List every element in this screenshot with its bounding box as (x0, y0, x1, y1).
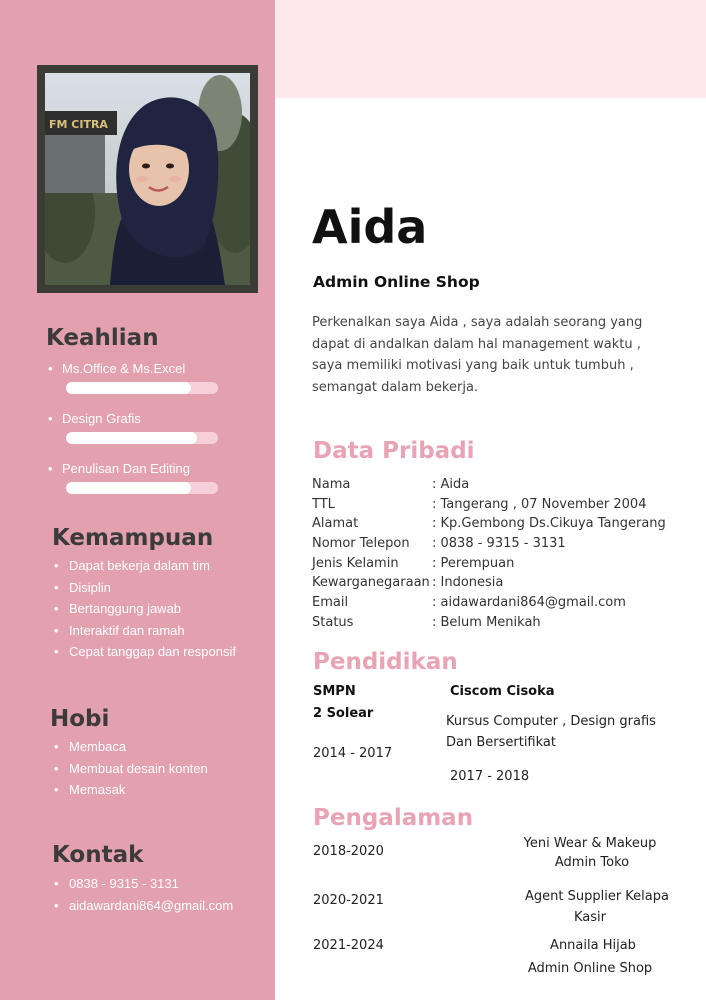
info-value: : aidawardani864@gmail.com (432, 595, 626, 611)
profile-about: Perkenalkan saya Aida , saya adalah seorang yang dapat di andalkan dalam hal management waktu , saya memiliki motivasi yang baik untuk tumbuh , semangat dalam bekerja. (312, 315, 643, 395)
profile-role: Admin Online Shop (313, 273, 480, 291)
school2-desc-line2: Dan Bersertifikat (446, 735, 556, 750)
info-value: : Tangerang , 07 November 2004 (432, 496, 647, 512)
hobi-list (54, 736, 208, 801)
skill-item (48, 461, 278, 476)
info-value: : Indonesia (432, 575, 504, 591)
info-key: Email (312, 595, 349, 611)
info-key: Kewarganegaraan (312, 575, 430, 591)
info-value: : Kp.Gembong Ds.Cikuya Tangerang (432, 516, 666, 532)
hobi-heading: Hobi (50, 706, 110, 732)
school1-name-line2: 2 Solear (313, 706, 374, 721)
experience-company: Agent Supplier Kelapa (525, 889, 669, 904)
info-value: : Perempuan (432, 555, 515, 571)
profile-photo-frame (37, 65, 258, 293)
profile-photo-illustration (45, 73, 250, 285)
skill-item (48, 361, 278, 376)
info-value: : 0838 - 9315 - 3131 (432, 536, 566, 552)
list-item: • Disiplin (54, 577, 236, 599)
info-value: : Belum Menikah (432, 614, 541, 630)
experience-position: Kasir (574, 910, 606, 925)
contact-phone: • 0838 - 9315 - 3131 (54, 873, 233, 895)
info-key: Jenis Kelamin (312, 555, 399, 571)
skill-level-bar (66, 382, 218, 394)
experience-company: Annaila Hijab (550, 938, 636, 953)
pengalaman-heading: Pengalaman (313, 805, 474, 831)
kemampuan-list (54, 555, 236, 663)
data-pribadi-heading: Data Pribadi (313, 438, 475, 464)
info-key: TTL (312, 496, 335, 512)
list-item: • Interaktif dan ramah (54, 620, 236, 642)
contact-email: • aidawardani864@gmail.com (54, 895, 233, 917)
list-item: • Memasak (54, 779, 208, 801)
skill-label: • Ms.Office & Ms.Excel (48, 361, 278, 376)
info-key: Nama (312, 477, 351, 492)
kemampuan-heading: Kemampuan (52, 525, 214, 551)
experience-position: Admin Online Shop (527, 961, 653, 976)
skill-level-fill (66, 432, 197, 444)
school2-years: 2017 - 2018 (450, 769, 530, 784)
kontak-list (54, 873, 233, 916)
info-key: Nomor Telepon (312, 536, 410, 552)
school1-years: 2014 - 2017 (313, 746, 393, 761)
skill-level-bar (66, 482, 218, 494)
experience-years: 2020-2021 (313, 893, 384, 908)
school1-name-line1: SMPN (313, 684, 356, 699)
skill-label: • Penulisan Dan Editing (48, 461, 278, 476)
list-item: • Membaca (54, 736, 208, 758)
info-value: : Aida (432, 477, 470, 492)
kontak-heading: Kontak (52, 842, 144, 868)
skill-item (48, 411, 278, 426)
skill-level-fill (66, 482, 191, 494)
list-item: • Bertanggung jawab (54, 598, 236, 620)
list-item: • Cepat tanggap dan responsif (54, 641, 236, 663)
keahlian-heading: Keahlian (46, 325, 159, 351)
skill-level-fill (66, 382, 191, 394)
list-item: • Dapat bekerja dalam tim (54, 555, 236, 577)
skill-label: • Design Grafis (48, 411, 278, 426)
profile-name: Aida (312, 200, 428, 254)
photo-sign-text: FM CITRA (49, 118, 108, 131)
experience-company: Yeni Wear & Makeup (523, 836, 657, 851)
experience-years: 2018-2020 (313, 844, 384, 859)
school2-name: Ciscom Cisoka (450, 684, 555, 699)
info-key: Status (312, 614, 354, 630)
skill-level-bar (66, 432, 218, 444)
experience-position: Admin Toko (554, 855, 630, 870)
profile-photo (45, 73, 250, 285)
pendidikan-heading: Pendidikan (313, 649, 458, 675)
info-key: Alamat (312, 516, 359, 532)
top-accent-band (275, 0, 706, 98)
experience-years: 2021-2024 (313, 938, 384, 953)
list-item: • Membuat desain konten (54, 758, 208, 780)
school2-desc-line1: Kursus Computer , Design grafis (446, 714, 656, 729)
